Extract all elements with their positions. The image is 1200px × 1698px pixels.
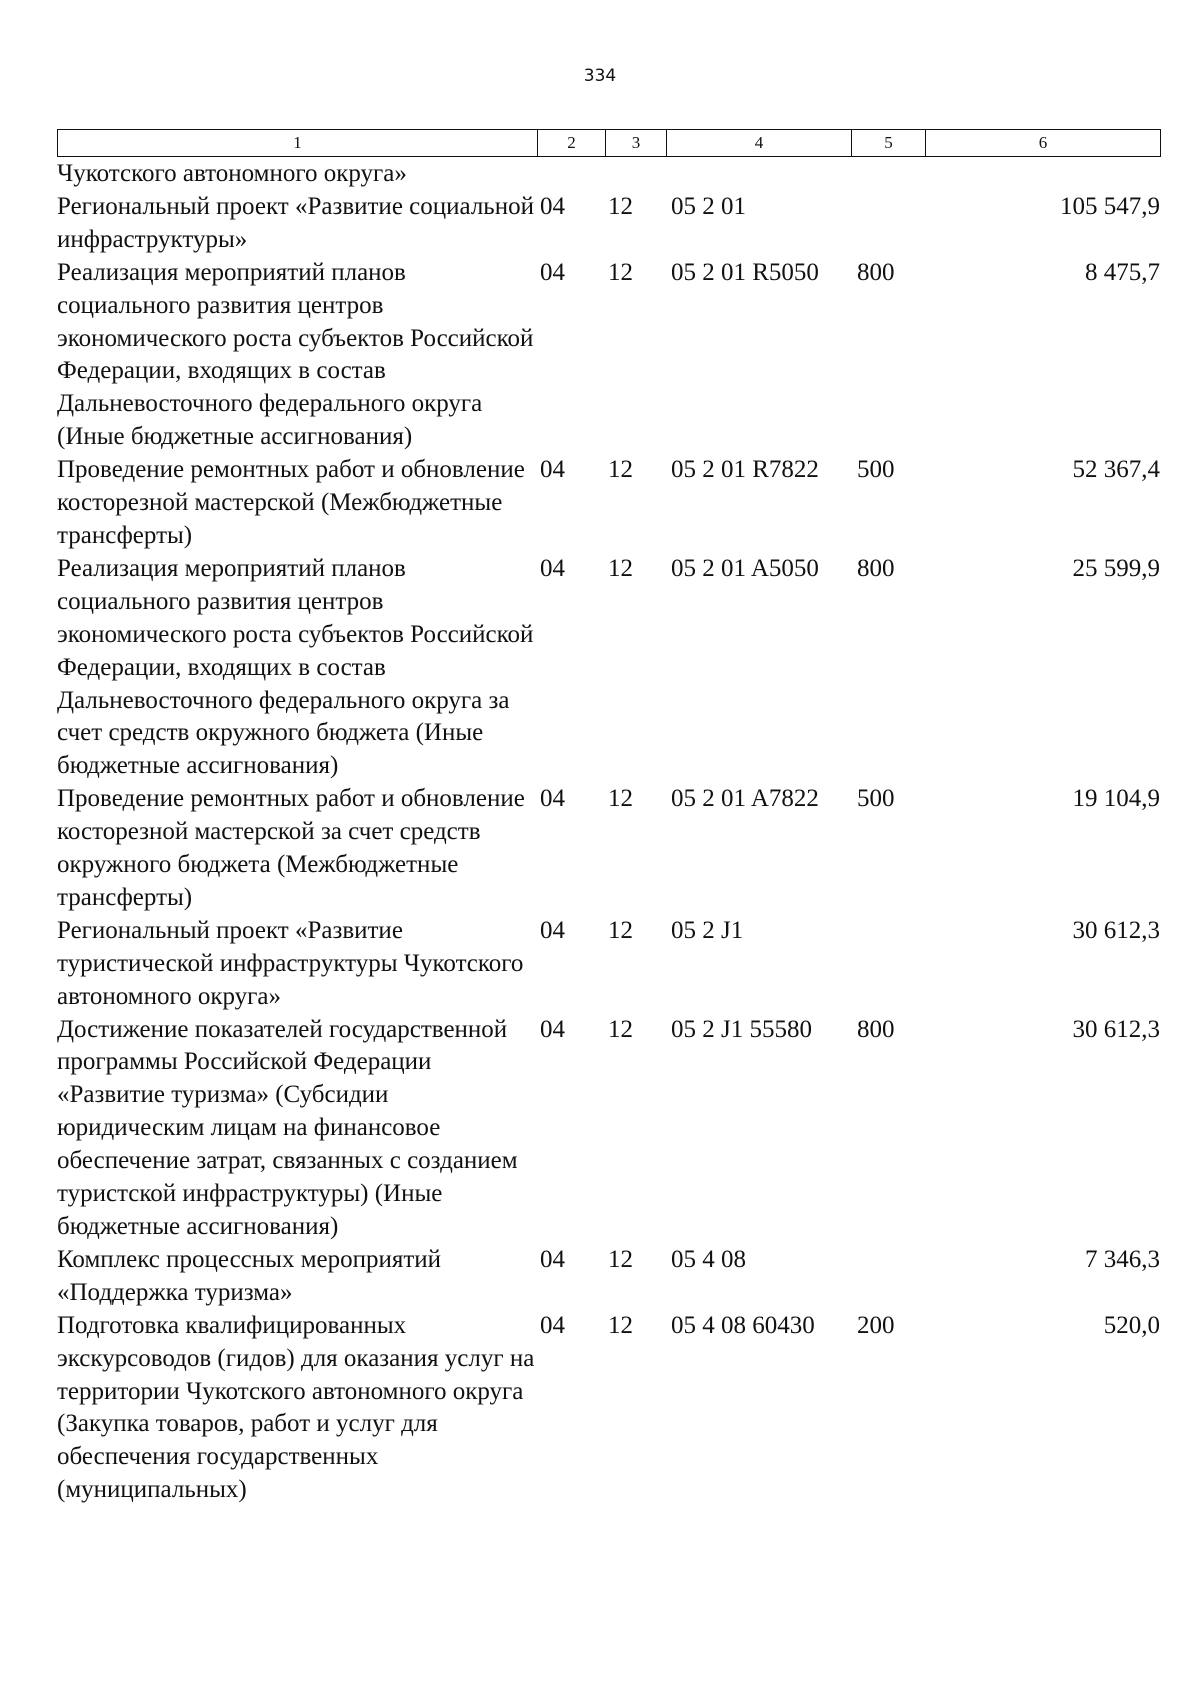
row-amount: 52 367,4: [1072, 456, 1160, 484]
row-subsection: 12: [608, 1311, 633, 1339]
row-target-code: 05 2 J1: [671, 916, 744, 944]
row-section: 04: [540, 192, 565, 220]
row-subsection: 12: [608, 192, 633, 220]
header-col-5: 5: [852, 130, 926, 157]
row-name: Реализация мероприятий планов социального развития центров экономического роста субъектов Российской Федерации, входящих в состав Дальневосточного федерального округа (Иные бюджетные ассигнования): [57, 258, 534, 451]
row-amount: 19 104,9: [1072, 785, 1160, 813]
row-subsection: [608, 158, 671, 191]
row-amount: 30 612,3: [1072, 916, 1160, 944]
table-row: [57, 915, 1160, 1014]
row-expense-type: [857, 191, 937, 257]
row-section: 04: [540, 916, 565, 944]
row-expense-type: [857, 158, 937, 191]
row-expense-type: 500: [857, 785, 895, 813]
row-target-code: 05 2 01 A5050: [671, 554, 819, 582]
row-target-code: 05 4 08: [671, 1245, 746, 1273]
row-expense-type: 500: [857, 456, 895, 484]
row-name: Региональный проект «Развитие туристической инфраструктуры Чукотского автономного округа»: [57, 916, 524, 1010]
header-col-2: 2: [538, 130, 606, 157]
row-name: Реализация мероприятий планов социального развития центров экономического роста субъектов Российской Федерации, входящих в состав Дальневосточного федерального округа за счет средств окружного бюджета (Иные бюджетные ассигнования): [57, 554, 534, 780]
table-body: [57, 158, 1160, 1507]
row-name: Проведение ремонтных работ и обновление косторезной мастерской за счет средств окружного бюджета (Межбюджетные трансферты): [57, 785, 525, 911]
row-amount: 105 547,9: [1060, 192, 1160, 220]
row-amount: 30 612,3: [1072, 1015, 1160, 1043]
row-section: 04: [540, 785, 565, 813]
page-number: 334: [583, 66, 617, 86]
row-amount: 520,0: [1103, 1311, 1160, 1339]
row-section: 04: [540, 456, 565, 484]
row-name: Чукотского автономного округа»: [57, 160, 407, 187]
row-subsection: 12: [608, 1245, 633, 1273]
row-section: 04: [540, 1015, 565, 1043]
row-name: Региональный проект «Развитие социальной инфраструктуры»: [57, 192, 534, 253]
row-target-code: 05 2 01: [671, 192, 746, 220]
row-expense-type: [857, 915, 937, 1014]
table-row: [57, 1014, 1160, 1244]
table-row: [57, 257, 1160, 454]
row-target-code: [671, 158, 857, 191]
table-row: [57, 553, 1160, 783]
row-section: 04: [540, 1311, 565, 1339]
table-header: [57, 129, 1161, 157]
row-name: Достижение показателей государственной программы Российской Федерации «Развитие туризма» (Субсидии юридическим лицам на финансовое обеспечение затрат, связанных с созданием туристской инфраструктуры) (Иные бюджетные ассигнования): [57, 1015, 518, 1240]
row-expense-type: 800: [857, 554, 895, 582]
table-row: [57, 1244, 1160, 1310]
header-col-3: 3: [606, 130, 667, 157]
row-subsection: 12: [608, 1015, 633, 1043]
table-row: [57, 783, 1160, 915]
row-subsection: 12: [608, 554, 633, 582]
header-col-1: 1: [58, 130, 538, 157]
row-amount: 8 475,7: [1085, 258, 1160, 286]
row-amount: 25 599,9: [1072, 554, 1160, 582]
row-name: Проведение ремонтных работ и обновление косторезной мастерской (Межбюджетные трансферты): [57, 456, 525, 549]
row-expense-type: 800: [857, 258, 895, 286]
table-row: [57, 191, 1160, 257]
row-subsection: 12: [608, 456, 633, 484]
row-section: 04: [540, 1245, 565, 1273]
row-expense-type: 200: [857, 1311, 895, 1339]
row-amount: 7 346,3: [1085, 1245, 1160, 1273]
table-row: [57, 158, 1160, 191]
row-target-code: 05 2 J1 55580: [671, 1015, 812, 1043]
row-section: 04: [540, 554, 565, 582]
row-section: [540, 158, 608, 191]
table-row: [57, 1310, 1160, 1507]
row-subsection: 12: [608, 785, 633, 813]
row-subsection: 12: [608, 258, 633, 286]
row-name: Подготовка квалифицированных экскурсоводов (гидов) для оказания услуг на территории Чукотского автономного округа (Закупка товаров, работ и услуг для обеспечения государственных (муниципальных): [57, 1311, 535, 1504]
header-col-4: 4: [667, 130, 852, 157]
row-target-code: 05 2 01 R5050: [671, 258, 819, 286]
row-amount: [937, 158, 1160, 191]
table-row: [57, 454, 1160, 553]
row-section: 04: [540, 258, 565, 286]
row-expense-type: 800: [857, 1015, 895, 1043]
row-target-code: 05 2 01 A7822: [671, 785, 819, 813]
row-name: Комплекс процессных мероприятий «Поддержка туризма»: [57, 1245, 442, 1306]
row-expense-type: [857, 1244, 937, 1310]
row-target-code: 05 4 08 60430: [671, 1311, 815, 1339]
header-col-6: 6: [926, 130, 1161, 157]
row-target-code: 05 2 01 R7822: [671, 456, 819, 484]
row-subsection: 12: [608, 916, 633, 944]
